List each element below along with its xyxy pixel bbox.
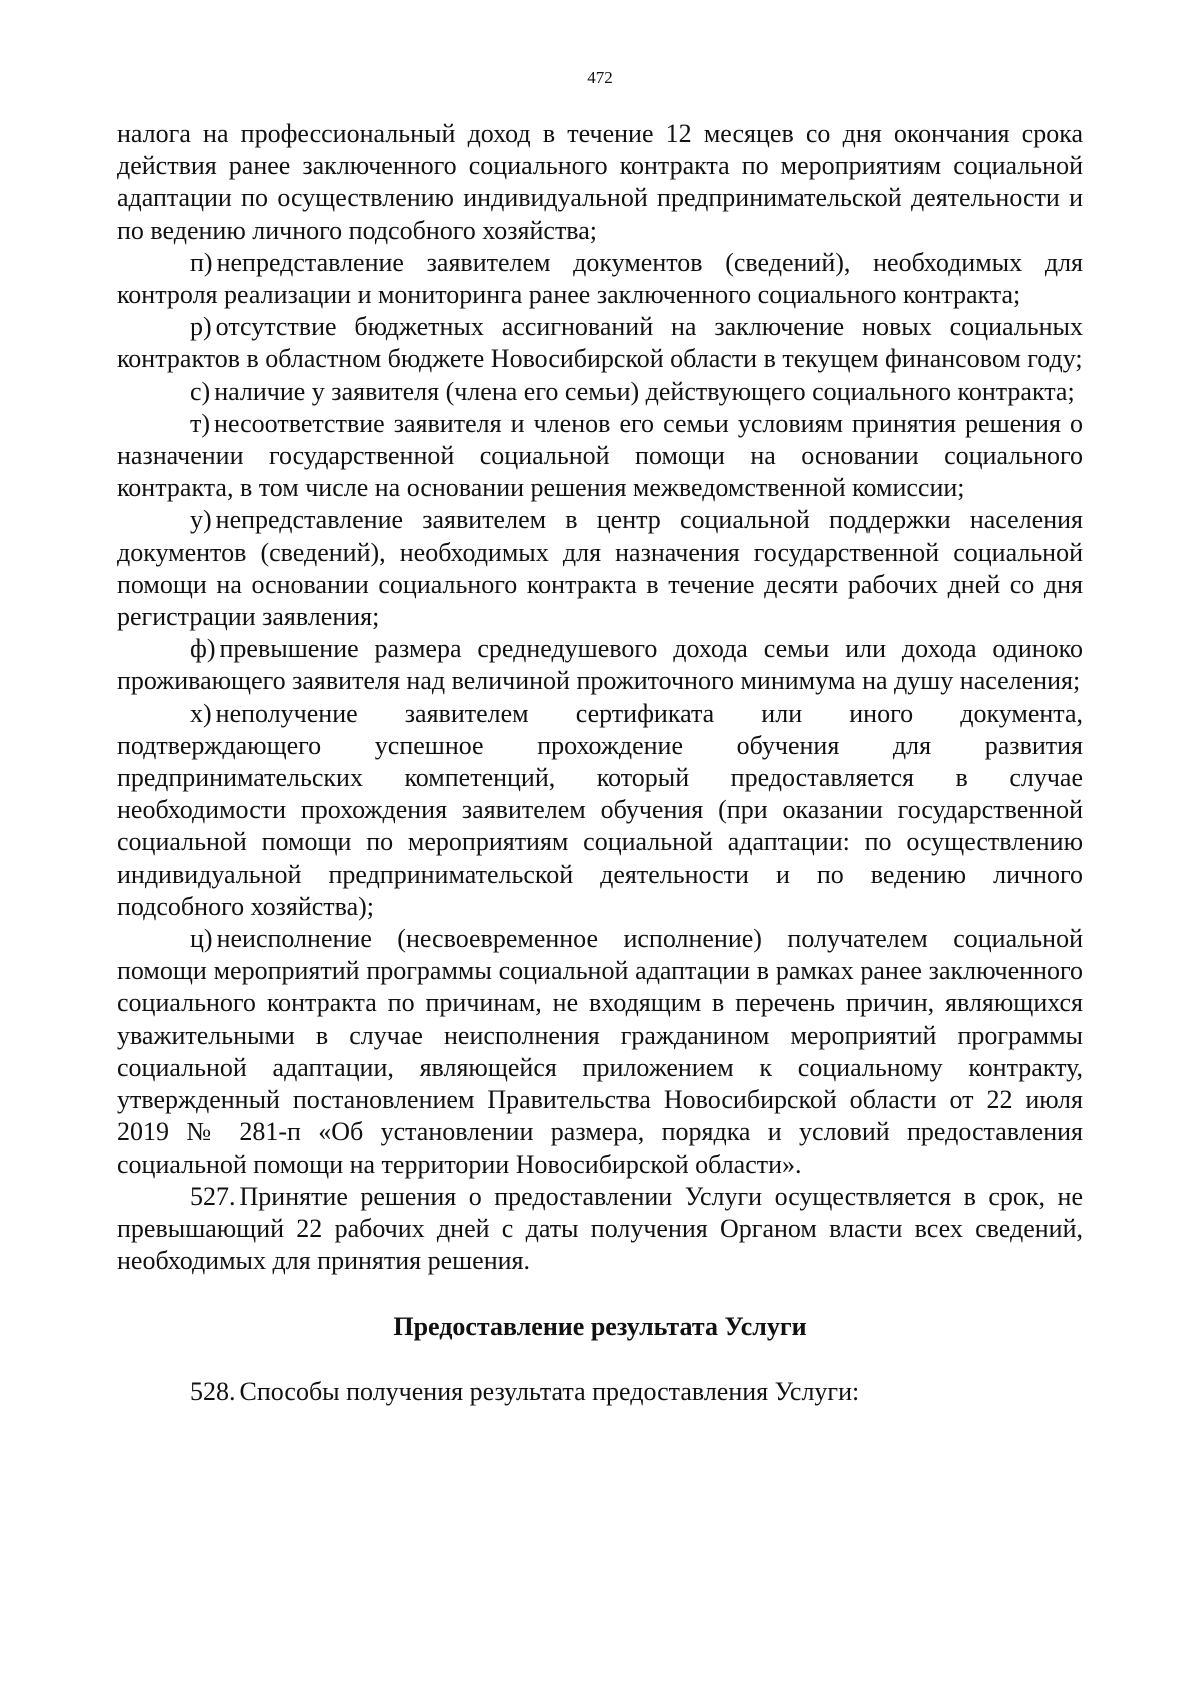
- list-item-text: неполучение заявителем сертификата или иного документа, подтверждающего успешное прохождение обучения для развития предпринимательских компетенций, который предоставляется в случае необходимости прохождения заявителем обучения (при оказании государственной социальной помощи по мероприятиям социальной адаптации: по осуществлению индивидуальной предпринимательской деятельности и по ведению личного подсобного хозяйства);: [117, 698, 1083, 921]
- list-item-f: [117, 633, 1083, 697]
- list-item-ts: [117, 923, 1083, 1181]
- list-item-label: ф): [190, 634, 216, 664]
- clause-number: 528.: [190, 1376, 236, 1406]
- list-item-t: [117, 408, 1083, 505]
- list-item-text: непредставление заявителем в центр социальной поддержки населения документов (сведений), необходимых для назначения государственной социальной помощи на основании социального контракта в течение десяти рабочих дней со дня регистрации заявления;: [117, 505, 1083, 632]
- clause-528: [117, 1376, 1083, 1408]
- list-item-s: [117, 376, 1083, 408]
- list-item-label: п): [190, 247, 213, 277]
- list-item-label: х): [190, 698, 212, 728]
- list-item-label: ц): [190, 924, 213, 954]
- list-item-label: с): [190, 376, 211, 406]
- list-item-text: превышение размера среднедушевого дохода семьи или дохода одиноко проживающего заявителя над величиной прожиточного минимума на душу населения;: [117, 634, 1083, 696]
- list-item-label: у): [190, 505, 212, 535]
- list-item-text: несоответствие заявителя и членов его семьи условиям принятия решения о назначении государственной социальной помощи на основании социального контракта, в том числе на основании решения межведомственной комиссии;: [117, 408, 1083, 503]
- clause-text: Принятие решения о предоставлении Услуги осуществляется в срок, не превышающий 22 рабочих дней с даты получения Органом власти всех сведений, необходимых для принятия решения.: [117, 1181, 1083, 1276]
- section-heading: Предоставление результата Услуги: [393, 1312, 807, 1342]
- list-item-text: неисполнение (несвоевременное исполнение) получателем социальной помощи мероприятий программы социальной адаптации в рамках ранее заключенного социального контракта по причинам, не входящим в перечень причин, являющихся уважительными в случае неисполнения гражданином мероприятий программы социальной адаптации, являющейся приложением к социальному контракту, утвержденный постановлением Правительства Новосибирской области от 22 июля 2019 № 281-п «Об установлении размера, порядка и условий предоставления социальной помощи на территории Новосибирской области».: [117, 924, 1083, 1179]
- page-number: 472: [587, 68, 613, 87]
- clause-text: Способы получения результата предоставления Услуги:: [239, 1376, 860, 1406]
- list-item-text: непредставление заявителем документов (сведений), необходимых для контроля реализации и мониторинга ранее заключенного социального контракта;: [117, 247, 1083, 310]
- clause-number: 527.: [190, 1181, 236, 1211]
- list-item-label: т): [190, 408, 211, 438]
- paragraph-text: налога на профессиональный доход в течение 12 месяцев со дня окончания срока действия ранее заключенного социального контракта по мероприятиям социальной адаптации по осуществлению индивидуальной предпринимательской деятельности и по ведению личного подсобного хозяйства;: [117, 119, 1083, 245]
- document-body: [117, 118, 1083, 1408]
- list-item-r: [117, 311, 1083, 375]
- list-item-text: отсутствие бюджетных ассигнований на заключение новых социальных контрактов в областном бюджете Новосибирской области в текущем финансовом году;: [117, 312, 1083, 374]
- list-item-text: наличие у заявителя (члена его семьи) действующего социального контракта;: [214, 376, 1075, 406]
- list-item-kh: [117, 698, 1083, 923]
- list-item-u: [117, 504, 1083, 633]
- paragraph-continuation: [117, 118, 1083, 247]
- list-item-label: р): [190, 312, 212, 342]
- list-item-p: [117, 247, 1083, 311]
- clause-527: [117, 1181, 1083, 1278]
